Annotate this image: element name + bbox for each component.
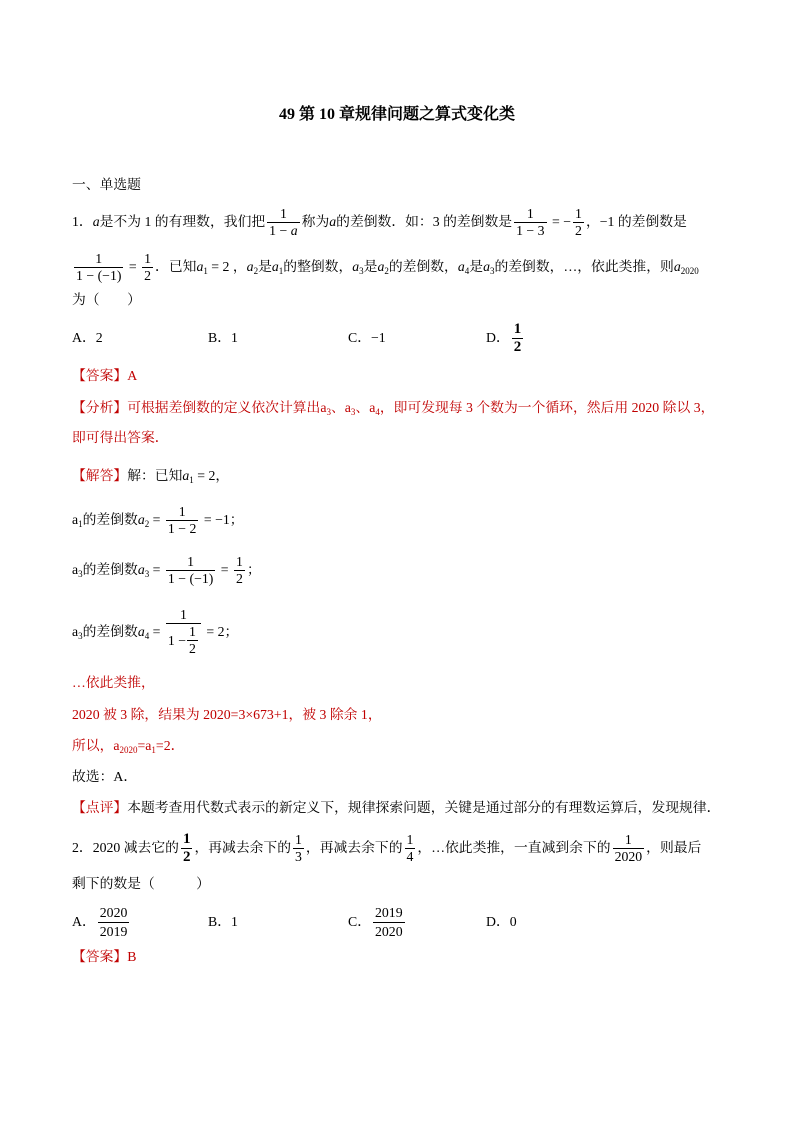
step-result: = −1； — [200, 512, 244, 527]
fraction-denominator: 2020 — [614, 848, 643, 864]
variable-subscript: 3 — [489, 266, 495, 276]
option-value: 0 — [509, 914, 517, 929]
variable-subscript: 2 — [144, 519, 150, 529]
q1-solution-line-0 — [72, 456, 229, 496]
fraction-numerator: 1 — [182, 830, 191, 847]
option-letter: D． — [486, 330, 510, 345]
q1-comment-line — [72, 798, 720, 818]
answer-label: 【答案】 — [72, 368, 128, 383]
fraction-numerator: 1 — [267, 206, 299, 223]
option-fraction — [98, 904, 130, 941]
variable-subscript: 2020 — [680, 266, 699, 276]
variable-letter: a — [457, 259, 465, 274]
variable-subscript: 1 — [189, 475, 194, 485]
fraction-one-half — [234, 554, 245, 587]
comment-label: 【点评】 — [72, 800, 128, 815]
variable-letter: a — [72, 562, 79, 577]
nested-fraction-one-half — [187, 624, 198, 657]
q2-stem-text: ，…依此类推，一直减到余下的 — [417, 840, 611, 855]
fraction-one-half — [181, 831, 193, 866]
q1-stem-text: 的差倒数．如：3 的差倒数是 — [336, 214, 513, 229]
q2-stem-text: ，再减去余下的 — [194, 840, 292, 855]
fraction-numerator: 1 — [513, 320, 522, 337]
q2-answer-line — [72, 947, 136, 967]
q1-solution-line-3 — [72, 604, 238, 660]
q1-analysis-line-2 — [72, 428, 169, 448]
option-letter: D． — [486, 914, 510, 929]
variable-a1 — [196, 257, 207, 277]
q1-option-b — [208, 318, 238, 358]
q1-stem-text: 为（ ） — [72, 292, 141, 307]
option-value: 1 — [231, 330, 238, 345]
fraction-denominator: 1 − (−1) — [167, 570, 214, 586]
fraction-step-1 — [166, 504, 198, 537]
comma: ， — [229, 259, 247, 274]
answer-value: B — [127, 949, 137, 964]
q1-analysis-line-1 — [72, 398, 714, 418]
q1-stem-text: 是 — [469, 259, 484, 274]
fraction-numerator: 2019 — [373, 904, 405, 923]
variable-a3 — [138, 560, 149, 580]
variable-a: a — [290, 222, 298, 238]
analysis-label: 【分析】 — [72, 400, 128, 415]
analysis-text: ，即可发现每 3 个数为一个循环，然后用 2020 除以 3， — [379, 400, 715, 415]
variable-a2020 — [674, 257, 699, 277]
denominator-text: 1 − — [269, 222, 291, 238]
q2-option-c — [348, 902, 407, 942]
q2-number: 2． — [72, 840, 93, 855]
variable-a2020 — [113, 736, 137, 756]
q1-stem-text: 是不为 1 的有理数，我们把 — [99, 214, 266, 229]
solution-text: 的差倒数 — [82, 512, 138, 527]
fraction-numerator: 2020 — [98, 904, 130, 923]
page-title: 49 第 10 章规律问题之算式变化类 — [278, 106, 515, 123]
variable-a3 — [352, 257, 363, 277]
option-letter: C． — [348, 330, 371, 345]
q1-stem-line-2 — [72, 247, 699, 287]
option-letter: C． — [348, 914, 371, 929]
q1-stem-text: ．已知 — [155, 259, 197, 274]
q1-stem-text: 的差倒数， — [388, 259, 458, 274]
solution-text: =2． — [155, 738, 185, 753]
separator: 、 — [330, 400, 345, 415]
q1-answer-line — [72, 366, 137, 386]
variable-a3 — [483, 257, 494, 277]
option-value: 2 — [95, 330, 103, 345]
fraction-denominator: 1 − 3 — [516, 222, 545, 238]
q1-stem-text: 是 — [258, 259, 272, 274]
q1-stem-line-1 — [72, 202, 687, 242]
fraction-numerator: 1 — [74, 251, 123, 268]
q1-option-d — [486, 318, 525, 358]
equals-minus: = − — [548, 214, 572, 229]
equals-sign: = — [125, 259, 141, 274]
fraction-numerator: 1 — [406, 831, 414, 847]
solution-text: …依此类推， — [72, 675, 155, 690]
variable-letter: a — [182, 468, 190, 483]
variable-a4 — [138, 622, 149, 642]
q1-stem-text: 的差倒数，…，依此类推，则 — [494, 259, 674, 274]
fraction-numerator: 1 — [144, 250, 152, 266]
variable-subscript: 2 — [384, 266, 389, 276]
variable-letter: a — [369, 400, 376, 415]
variable-a4 — [458, 257, 469, 277]
variable-letter: a — [352, 259, 360, 274]
answer-value: A — [127, 368, 138, 383]
variable-a: a — [92, 214, 100, 229]
variable-letter: a — [72, 624, 79, 639]
q1-solution-line-7 — [72, 767, 137, 787]
option-fraction — [373, 904, 405, 941]
variable-a2 — [377, 257, 388, 277]
q1-option-a — [72, 318, 103, 358]
solution-choice: 故选：A． — [72, 769, 138, 784]
option-fraction — [512, 321, 524, 356]
fraction-denominator: 2019 — [99, 923, 128, 939]
fraction-numerator: 1 — [236, 553, 243, 569]
q2-stem-text: ，则最后 — [646, 840, 702, 855]
q1-number: 1． — [72, 214, 93, 229]
fraction-denominator: 2 — [236, 570, 243, 586]
fraction-numerator: 1 — [514, 206, 546, 223]
q1-stem-text: ，−1 的差倒数是 — [585, 214, 687, 229]
equals-two: = 2 — [207, 259, 230, 274]
q2-option-b — [208, 902, 238, 942]
variable-a1 — [72, 510, 83, 530]
fraction-one-half — [573, 206, 584, 239]
q2-stem-text: 2020 减去它的 — [92, 840, 179, 855]
variable-letter: a — [320, 400, 327, 415]
variable-a3 — [320, 398, 331, 418]
option-letter: A． — [72, 914, 96, 929]
variable-letter: a — [483, 259, 490, 274]
step-result: = 2； — [202, 624, 239, 639]
fraction-numerator: 1 — [166, 607, 201, 624]
q1-option-c — [348, 318, 386, 358]
equals-sign: = — [149, 562, 164, 577]
fraction-denominator: 2 — [189, 641, 196, 656]
solution-text: 的差倒数 — [82, 624, 138, 639]
equals-sign: = — [149, 512, 164, 527]
variable-a1 — [145, 736, 156, 756]
variable-subscript: 4 — [144, 631, 150, 641]
section-heading: 一、单选题 — [72, 177, 141, 192]
solution-text: 解：已知 — [127, 468, 183, 483]
comma: ， — [215, 468, 230, 483]
fraction-denominator: 1 − (−1) — [76, 267, 122, 283]
variable-letter: a — [145, 738, 152, 753]
answer-label: 【答案】 — [72, 949, 128, 964]
variable-letter: a — [196, 259, 204, 274]
fraction-denominator: 2 — [182, 848, 191, 865]
option-value: 1 — [231, 914, 238, 929]
q2-stem-line-2 — [72, 874, 210, 894]
fraction-denominator: 2020 — [375, 923, 403, 939]
fraction-numerator: 1 — [166, 504, 198, 521]
q2-stem-text: ，再减去余下的 — [305, 840, 403, 855]
analysis-text: 即可得出答案． — [72, 430, 169, 445]
variable-subscript: 3 — [144, 569, 150, 579]
fraction-denominator: 3 — [295, 848, 302, 864]
fraction-one-2020th — [613, 832, 645, 865]
variable-a1 — [182, 466, 193, 486]
equals-sign: = — [149, 624, 164, 639]
option-letter: A． — [72, 330, 96, 345]
variable-subscript: 2 — [253, 266, 259, 276]
fraction-numerator: 1 — [166, 554, 215, 571]
equals-sign: = — [137, 738, 146, 753]
q1-stem-text: 的整倒数， — [283, 259, 353, 274]
analysis-text: 可根据差倒数的定义依次计算出 — [127, 400, 321, 415]
fraction-one-third — [293, 832, 304, 865]
fraction-denominator: 2 — [513, 338, 522, 355]
variable-letter: a — [673, 259, 681, 274]
variable-subscript: 4 — [375, 407, 380, 417]
variable-subscript: 3 — [78, 569, 83, 579]
option-letter: B． — [208, 330, 231, 345]
fraction-denominator: 1 − 2 — [167, 520, 197, 536]
variable-subscript: 1 — [278, 266, 284, 276]
fraction-denominator: 4 — [406, 848, 414, 864]
variable-a3 — [72, 560, 83, 580]
semicolon: ； — [246, 562, 261, 577]
variable-letter: a — [113, 738, 120, 753]
fraction-denominator — [267, 223, 299, 239]
variable-letter: a — [271, 259, 279, 274]
fraction-denominator: 2 — [575, 222, 582, 238]
equals-two: = 2 — [193, 468, 216, 483]
fraction-definition — [267, 206, 299, 239]
separator: 、 — [355, 400, 370, 415]
fraction-numerator: 1 — [613, 832, 645, 849]
solution-label: 【解答】 — [72, 468, 128, 483]
variable-subscript: 1 — [151, 745, 156, 755]
fraction-denominator: 2 — [144, 267, 152, 283]
variable-subscript: 1 — [78, 519, 83, 529]
comment-text: 本题考查用代数式表示的新定义下，规律探索问题，关键是通过部分的有理数运算后，发现规律． — [127, 800, 721, 815]
q2-option-d — [486, 902, 517, 942]
section-heading-line — [72, 175, 141, 195]
option-value: −1 — [371, 330, 386, 345]
fraction-one-half — [142, 251, 153, 284]
q1-solution-line-4 — [72, 673, 155, 693]
q1-stem-line-3 — [72, 290, 141, 310]
option-letter: B． — [208, 914, 231, 929]
variable-letter: a — [344, 400, 351, 415]
solution-text: 的差倒数 — [82, 562, 138, 577]
fraction-denominator — [166, 624, 201, 657]
fraction-step-3 — [166, 607, 201, 657]
q1-solution-line-2 — [72, 550, 261, 590]
variable-subscript: 3 — [326, 407, 331, 417]
variable-letter: a — [137, 624, 145, 639]
q1-stem-text: 是 — [363, 259, 378, 274]
variable-subscript: 3 — [350, 407, 356, 417]
variable-a4 — [369, 398, 380, 418]
equals-sign: = — [217, 562, 233, 577]
variable-a3 — [72, 622, 83, 642]
variable-subscript: 3 — [359, 266, 364, 276]
fraction-numerator: 1 — [189, 624, 196, 639]
variable-letter: a — [137, 562, 145, 577]
variable-letter: a — [72, 512, 79, 527]
variable-letter: a — [377, 259, 385, 274]
solution-text: 2020 被 3 除，结果为 2020=3×673+1，被 3 除余 1， — [72, 707, 382, 722]
denominator-text: 1 − — [167, 632, 187, 648]
fraction-numerator: 1 — [575, 205, 582, 221]
variable-subscript: 3 — [78, 631, 83, 641]
variable-letter: a — [137, 512, 145, 527]
solution-text: 所以， — [72, 738, 114, 753]
variable-subscript: 2020 — [119, 745, 138, 755]
q2-option-a — [72, 902, 131, 942]
fraction-numerator: 1 — [295, 831, 302, 847]
fraction-one-fourth — [405, 832, 416, 865]
fraction-step-2 — [166, 554, 215, 587]
variable-a2 — [138, 510, 149, 530]
variable-subscript: 1 — [203, 266, 208, 276]
q1-stem-text: 称为 — [301, 214, 330, 229]
variable-a: a — [329, 214, 337, 229]
q2-stem-text: 剩下的数是（ ） — [72, 876, 210, 891]
q1-solution-line-1 — [72, 500, 244, 540]
fraction-example-minus-1 — [74, 251, 123, 284]
q2-stem-line-1 — [72, 828, 701, 868]
fraction-example-3 — [514, 206, 546, 239]
variable-letter: a — [246, 259, 254, 274]
variable-subscript: 4 — [464, 266, 470, 276]
q1-solution-line-6 — [72, 736, 184, 756]
variable-a3 — [345, 398, 356, 418]
variable-a1 — [272, 257, 283, 277]
variable-a2 — [247, 257, 258, 277]
q1-solution-line-5 — [72, 705, 382, 725]
